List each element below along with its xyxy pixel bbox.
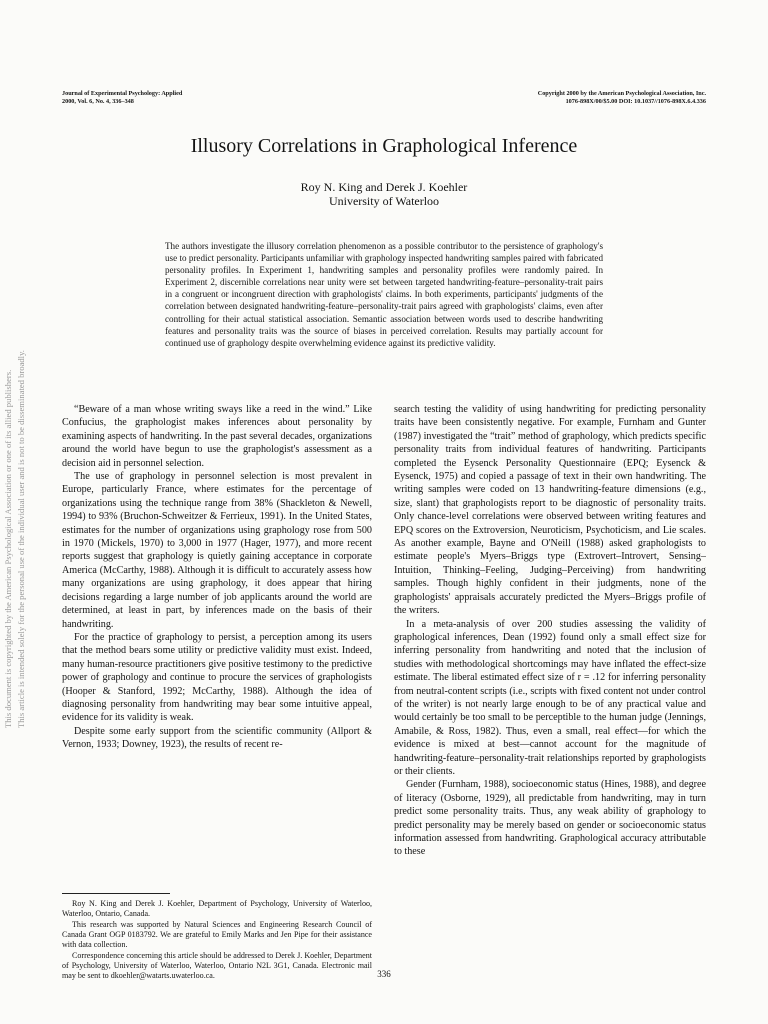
footnote: Correspondence concerning this article should be addressed to Derek J. Koehler, Department of Psychology, University of Waterloo, Waterloo, Ontario N2L 3G1, Canada. Electronic mail may be sent to dkoehler@watarts.uwaterloo.ca. bbox=[62, 950, 372, 981]
side-notice-line: This document is copyrighted by the American Psychological Association or one of its allied publishers. bbox=[3, 369, 13, 728]
paragraph: For the practice of graphology to persist, a perception among its users that the method bears some utility or predictive validity must exist. Indeed, many human-resource practitioners give positive testimony to the predictive power of graphology and continue to procure the services of graphologists (Hooper & Stanford, 1992; McCarthy, 1988). Although the idea of diagnosing personality from handwriting may bear some intuitive appeal, evidence for its validity is weak. bbox=[62, 631, 372, 724]
footnote: This research was supported by Natural Sciences and Engineering Research Council of Canada Grant OGP 0183792. We are grateful to Emily Marks and Jen Pipe for their assistance with data collection. bbox=[62, 919, 372, 950]
journal-volume: 2000, Vol. 6, No. 4, 336–348 bbox=[62, 98, 134, 105]
author-block bbox=[60, 180, 708, 208]
copyright-line: Copyright 2000 by the American Psychological Association, Inc. bbox=[537, 90, 706, 97]
paragraph: Gender (Furnham, 1988), socioeconomic status (Hines, 1988), and degree of literacy (Osborne, 1929), all predictable from handwriting, may in turn predict some personality traits. Thus, any weak ability of graphology to predict personality may be merely based on gender or socioeconomic status information assessed from handwriting. Graphological accuracy attributable to these bbox=[394, 779, 706, 858]
paragraph: The use of graphology in personnel selection is most prevalent in Europe, particularly France, where estimates for the percentage of organizations using the technique range from 38% (Shackleton & Newell, 1994) to 93% (Bruchon-Schweitzer & Ferrieux, 1991). In the United States, estimates for the number of organizations using graphology rose from 500 in 1970 (Mickels, 1970) to 3,000 in 1977 (Hager, 1977), and more recent reports suggest that graphology is quietly gaining acceptance in corporate America (McCarthy, 1988). Although it is difficult to accurately assess how many organizations are using graphology, it does appear that hiring decisions regarding a large number of job applicants around the world are determined, at least in part, by inferences made on the basis of their handwriting. bbox=[62, 471, 372, 630]
footnote-rule bbox=[62, 893, 170, 894]
paragraph: Despite some early support from the scientific community (Allport & Vernon, 1933; Downey, 1923), the results of recent re- bbox=[62, 725, 372, 751]
paragraph: search testing the validity of using handwriting for predicting personality traits have been consistently negative. For example, Furnham and Gunter (1987) investigated the “trait” method of graphology, which predicts specific personality traits from individual features of handwriting. Participants completed the Eysenck Personality Questionnaire (EPQ; Eysenck & Eysenck, 1975) and copied a passage of text in their own handwriting. The writing samples were coded on 13 handwriting-feature dimensions (e.g., size, slant) that graphologists report to be diagnostic of personality traits. Only chance-level correlations were observed between writing features and EPQ scores on the Extroversion, Neuroticism, Psychoticism, and Lie scales. As another example, Bayne and O'Neill (1988) asked graphologists to estimate people's Myers–Briggs type (Extrovert–Introvert, Sensing–Intuition, Thinking–Feeling, Judging–Perceiving) from handwriting samples. Though highly confident in their judgments, none of the graphologists' appraisals accurately predicted the Myers–Briggs profile of the writers. bbox=[394, 404, 706, 617]
article-title: Illusory Correlations in Graphological Inference bbox=[190, 135, 578, 157]
paragraph: In a meta-analysis of over 200 studies assessing the validity of graphological inferences, Dean (1992) found only a small effect size for inferring personality from handwriting and noted that the inclusion of studies with methodological shortcomings may have inflated the effect-size estimate. The liberal estimated effect size of r = .12 for inferring personality from neutral-content scripts (i.e., scripts with fixed content not under control of the writer) is not nearly large enough to be of any practical value and would certainly be too small to be perceptible to the human judge (Jennings, Amabile, & Ross, 1982). Thus, even a small, real effect—for which the evidence is mixed at best—cannot account for the magnitude of handwriting-feature–personality-trait relationships reported by graphologists or their clients. bbox=[394, 618, 706, 777]
affiliation: University of Waterloo bbox=[328, 194, 440, 208]
doi-line: 1076-898X/00/$5.00 DOI: 10.1037//1076-898X.6.4.336 bbox=[565, 98, 706, 105]
journal-name: Journal of Experimental Psychology: Applied bbox=[62, 90, 183, 97]
left-column bbox=[62, 403, 372, 752]
abstract: The authors investigate the illusory correlation phenomenon as a possible contributor to the persistence of graphology's use to predict personality. Participants unfamiliar with graphology inspected handwriting samples paired with fabricated personality profiles. In Experiment 1, handwriting samples and personality profiles were randomly paired. In Experiment 2, discernible correlations near unity were set between targeted handwriting-feature–personality-trait pairs in a congruent or incongruent direction with graphologists' claims. In both experiments, participants' judgments of the correlation between designated handwriting-feature–personality-trait pairs agreed with graphologists' claims, even after controlling for their actual statistical association. Semantic association between words used to describe handwriting features and personality traits was the source of biases in perceived correlation. Results may partially account for continued use of graphology despite overwhelming evidence against its predictive validity. bbox=[165, 241, 603, 348]
page-number: 336 bbox=[377, 969, 391, 979]
copyright-side-notice bbox=[2, 0, 32, 1024]
right-column bbox=[394, 403, 706, 859]
side-notice-line: This article is intended solely for the personal use of the individual user and is not to be disseminated broadly. bbox=[16, 350, 26, 728]
author-names: Roy N. King and Derek J. Koehler bbox=[300, 180, 468, 194]
paragraph: “Beware of a man whose writing sways like a reed in the wind.” Like Confucius, the graphologist makes inferences about personality by examining aspects of handwriting. In the past several decades, organizations around the world have begun to use the graphologist's assessment as a decision aid in personnel selection. bbox=[62, 404, 372, 469]
footnote: Roy N. King and Derek J. Koehler, Department of Psychology, University of Waterloo, Waterloo, Ontario, Canada. bbox=[62, 899, 372, 919]
copyright-notice bbox=[430, 90, 706, 106]
journal-citation bbox=[62, 90, 302, 106]
